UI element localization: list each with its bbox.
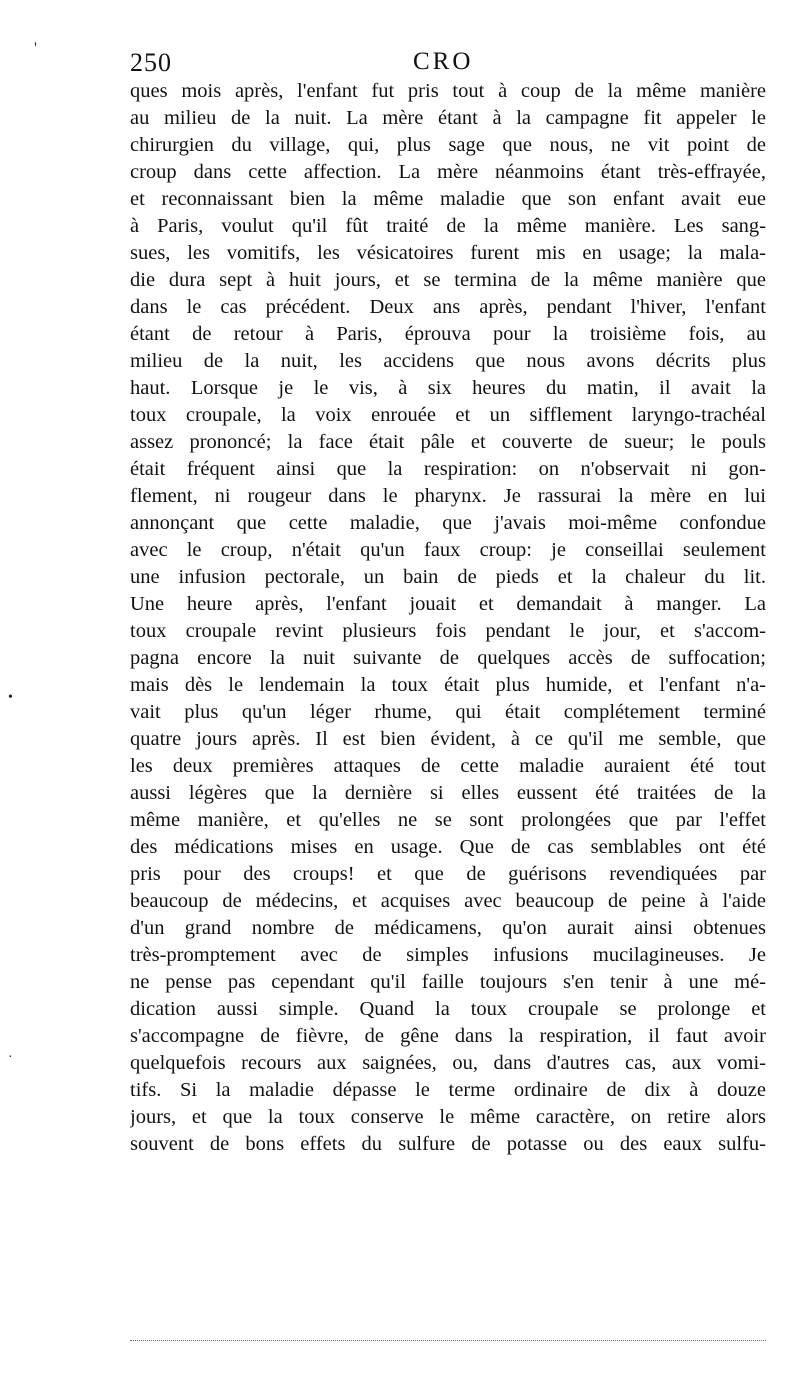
text-line: toux croupale, la voix enrouée et un sifflement laryngo-trachéal (130, 404, 766, 426)
text-line: beaucoup de médecins, et acquises avec beaucoup de peine à l'aide (130, 890, 766, 912)
text-line: chirurgien du village, qui, plus sage que nous, ne vit point de (130, 134, 766, 156)
body-text (130, 78, 766, 1158)
text-line: flement, ni rougeur dans le pharynx. Je rassurai la mère en lui (130, 485, 766, 507)
text-line: milieu de la nuit, les accidens que nous avons décrits plus (130, 350, 766, 372)
text-line: mais dès le lendemain la toux était plus humide, et l'enfant n'a- (130, 674, 766, 696)
text-line: croup dans cette affection. La mère néanmoins étant très-effrayée, (130, 161, 766, 183)
margin-mark: • (8, 690, 13, 705)
text-line: assez prononcé; la face était pâle et couverte de sueur; le pouls (130, 431, 766, 453)
running-head: CRO (413, 48, 474, 75)
text-line: toux croupale revint plusieurs fois pendant le jour, et s'accom- (130, 620, 766, 642)
text-line: aussi légères que la dernière si elles eussent été traitées de la (130, 782, 766, 804)
text-line: à Paris, voulut qu'il fût traité de la même manière. Les sang- (130, 215, 766, 237)
text-line: souvent de bons effets du sulfure de potasse ou des eaux sulfu- (130, 1133, 766, 1155)
margin-mark: · (8, 1050, 13, 1065)
text-line: pagna encore la nuit suivante de quelques accès de suffocation; (130, 647, 766, 669)
text-line: une infusion pectorale, un bain de pieds et la chaleur du lit. (130, 566, 766, 588)
text-line: die dura sept à huit jours, et se termina de la même manière que (130, 269, 766, 291)
text-line: au milieu de la nuit. La mère étant à la campagne fit appeler le (130, 107, 766, 129)
text-line: sues, les vomitifs, les vésicatoires furent mis en usage; la mala- (130, 242, 766, 264)
text-line: avec le croup, n'était qu'un faux croup: je conseillai seulement (130, 539, 766, 561)
text-line: et reconnaissant bien la même maladie que son enfant avait eue (130, 188, 766, 210)
text-line: Une heure après, l'enfant jouait et demandait à manger. La (130, 593, 766, 615)
page-number: 250 (130, 48, 172, 77)
text-line: vait plus qu'un léger rhume, qui était complétement terminé (130, 701, 766, 723)
text-line: s'accompagne de fièvre, de gêne dans la respiration, il faut avoir (130, 1025, 766, 1047)
text-line: haut. Lorsque je le vis, à six heures du matin, il avait la (130, 377, 766, 399)
text-line: quatre jours après. Il est bien évident, à ce qu'il me semble, que (130, 728, 766, 750)
margin-mark: ' (34, 40, 37, 57)
text-line: pris pour des croups! et que de guérisons revendiquées par (130, 863, 766, 885)
text-line: jours, et que la toux conserve le même caractère, on retire alors (130, 1106, 766, 1128)
text-line: était fréquent ainsi que la respiration: on n'observait ni gon- (130, 458, 766, 480)
text-line: très-promptement avec de simples infusions mucilagineuses. Je (130, 944, 766, 966)
text-line: tifs. Si la maladie dépasse le terme ordinaire de dix à douze (130, 1079, 766, 1101)
text-line: annonçant que cette maladie, que j'avais moi-même confondue (130, 512, 766, 534)
bottom-dotted-rule (130, 1340, 766, 1341)
text-line: étant de retour à Paris, éprouva pour la troisième fois, au (130, 323, 766, 345)
text-line: d'un grand nombre de médicamens, qu'on aurait ainsi obtenues (130, 917, 766, 939)
text-line: ne pense pas cependant qu'il faille toujours s'en tenir à une mé- (130, 971, 766, 993)
text-line: des médications mises en usage. Que de cas semblables ont été (130, 836, 766, 858)
text-line: dication aussi simple. Quand la toux croupale se prolonge et (130, 998, 766, 1020)
text-line: dans le cas précédent. Deux ans après, pendant l'hiver, l'enfant (130, 296, 766, 318)
text-line: même manière, et qu'elles ne se sont prolongées que par l'effet (130, 809, 766, 831)
text-line: ques mois après, l'enfant fut pris tout à coup de la même manière (130, 80, 766, 102)
text-line: quelquefois recours aux saignées, ou, dans d'autres cas, aux vomi- (130, 1052, 766, 1074)
text-line: les deux premières attaques de cette maladie auraient été tout (130, 755, 766, 777)
